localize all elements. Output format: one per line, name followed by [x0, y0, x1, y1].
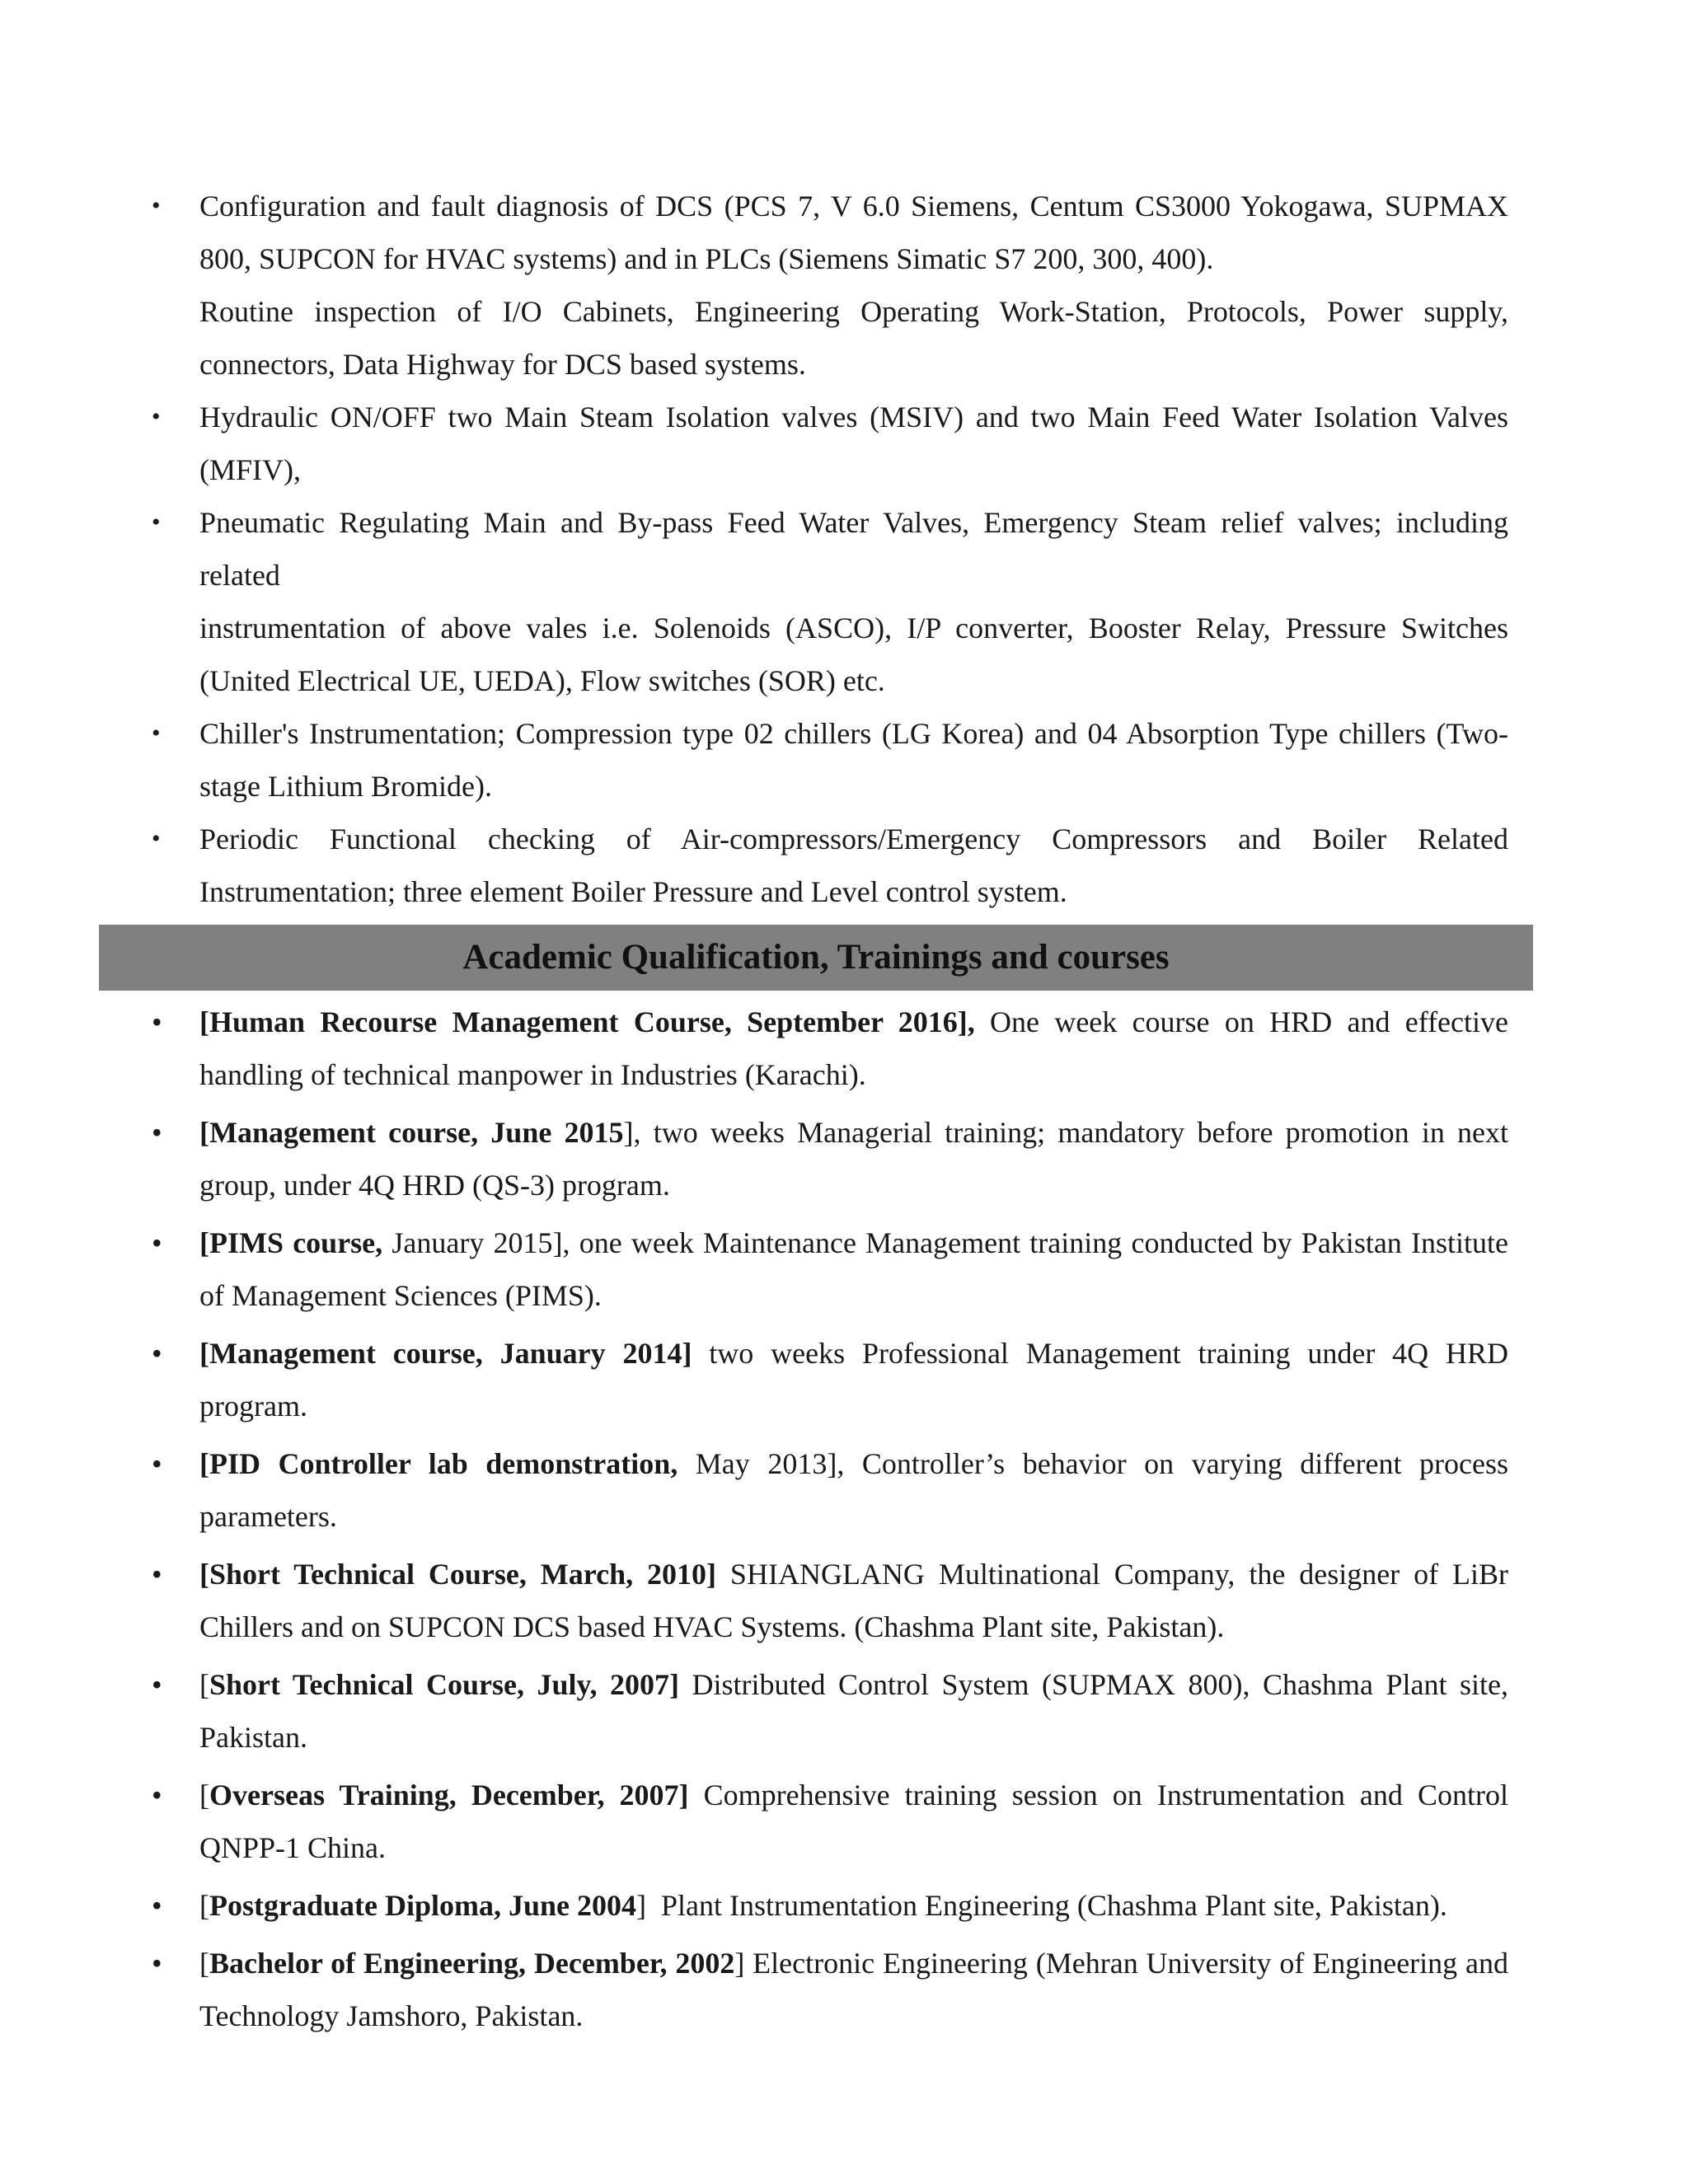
item-description: January 2015], one week Maintenance Management training conducted by Pakistan Institute of Management Sciences (PIMS). — [199, 1226, 1508, 1312]
bullet-icon: • — [152, 1447, 162, 1480]
item-text: Pneumatic Regulating Main and By-pass Feed Water Valves, Emergency Steam relief valves; including related — [199, 506, 1508, 592]
item-title: Bachelor of Engineering, December, 2002 — [209, 1947, 735, 1980]
list-item — [148, 1769, 1508, 1874]
bullet-icon: • — [152, 1558, 162, 1591]
item-text — [199, 996, 1508, 1101]
item-text — [199, 1879, 1508, 1932]
qualifications-list — [148, 996, 1508, 2047]
bullet-icon: • — [152, 403, 161, 430]
bullet-icon: • — [152, 1947, 162, 1980]
item-description: two weeks Professional Management training under 4Q HRD program. — [199, 1337, 1508, 1422]
item-description: ], two weeks Managerial training; mandatory before promotion in next group, under 4Q HRD (QS-3) program. — [199, 1116, 1509, 1202]
item-title: [PID Controller lab demonstration, — [199, 1447, 678, 1480]
list-item — [148, 180, 1508, 391]
list-item — [148, 1937, 1508, 2042]
item-continuation: Routine inspection of I/O Cabinets, Engineering Operating Work-Station, Protocols, Power supply, connectors, Data Highway for DCS based systems. — [199, 295, 1508, 381]
bullet-icon: • — [152, 1005, 162, 1038]
bullet-icon: • — [152, 1668, 162, 1701]
list-item — [148, 1106, 1508, 1212]
list-item — [148, 1216, 1508, 1322]
list-item — [148, 1658, 1508, 1764]
item-text: Periodic Functional checking of Air-compressors/Emergency Compressors and Boiler Related Instrumentation; three element Boiler Pressure and Level control system. — [199, 823, 1508, 908]
item-description: One week course on HRD and effective handling of technical manpower in Industries (Karachi). — [199, 1005, 1508, 1091]
item-description: Distributed Control System (SUPMAX 800), Chashma Plant site, Pakistan. — [199, 1668, 1509, 1754]
section-heading-bar — [99, 925, 1533, 991]
item-text — [199, 1548, 1508, 1653]
item-prefix: [ — [199, 1779, 209, 1811]
item-title: Overseas Training, December, 2007] — [209, 1779, 689, 1811]
bullet-icon: • — [152, 1116, 162, 1149]
bullet-icon: • — [152, 825, 161, 852]
item-title: [PIMS course, — [199, 1226, 383, 1259]
item-text: Hydraulic ON/OFF two Main Steam Isolation valves (MSIV) and two Main Feed Water Isolation Valves (MFIV), — [199, 401, 1508, 486]
list-item — [148, 1548, 1508, 1653]
bullet-icon: • — [152, 1889, 162, 1922]
responsibilities-list — [148, 180, 1508, 918]
bullet-icon: • — [152, 1337, 162, 1370]
item-prefix: [ — [199, 1668, 209, 1701]
bullet-icon: • — [152, 719, 161, 747]
item-title: [Short Technical Course, March, 2010] — [199, 1558, 717, 1591]
item-description: ] Plant Instrumentation Engineering (Chashma Plant site, Pakistan). — [636, 1889, 1447, 1922]
item-prefix: [ — [199, 1947, 209, 1980]
item-description: SHIANGLANG Multinational Company, the designer of LiBr Chillers and on SUPCON DCS based HVAC Systems. (Chashma Plant site, Pakistan). — [199, 1558, 1508, 1643]
bullet-icon: • — [152, 509, 161, 536]
item-text — [199, 1658, 1508, 1764]
list-item — [148, 1327, 1508, 1432]
item-prefix: [ — [199, 1889, 209, 1922]
item-title: Short Technical Course, July, 2007] — [209, 1668, 680, 1701]
item-text — [199, 1327, 1508, 1432]
item-title: [Human Recourse Management Course, September 2016], — [199, 1005, 975, 1038]
bullet-icon: • — [152, 192, 161, 219]
item-description: ] Electronic Engineering (Mehran University of Engineering and Technology Jamshoro, Pakistan. — [199, 1947, 1508, 2032]
item-text — [199, 1437, 1508, 1543]
list-item — [148, 996, 1508, 1101]
item-text — [199, 1769, 1508, 1874]
item-text — [199, 1216, 1508, 1322]
item-title: [Management course, January 2014] — [199, 1337, 692, 1370]
item-title: [Management course, June 2015 — [199, 1116, 624, 1149]
item-text: Chiller's Instrumentation; Compression type 02 chillers (LG Korea) and 04 Absorption Type chillers (Two-stage Lithium Bromide). — [199, 717, 1508, 803]
bullet-icon: • — [152, 1226, 162, 1259]
item-text: Configuration and fault diagnosis of DCS (PCS 7, V 6.0 Siemens, Centum CS3000 Yokogawa, SUPMAX 800, SUPCON for HVAC systems) and in PLCs (Siemens Simatic S7 200, 300, 400). — [199, 190, 1508, 275]
list-item — [148, 1879, 1508, 1932]
list-item — [148, 813, 1508, 918]
list-item — [148, 496, 1508, 707]
list-item — [148, 391, 1508, 496]
item-text — [199, 1106, 1508, 1212]
bullet-icon: • — [152, 1779, 162, 1811]
item-title: Postgraduate Diploma, June 2004 — [209, 1889, 637, 1922]
list-item — [148, 1437, 1508, 1543]
section-heading: Academic Qualification, Trainings and courses — [462, 938, 1170, 977]
item-description: May 2013], Controller’s behavior on varying different process parameters. — [199, 1447, 1509, 1533]
item-continuation: instrumentation of above vales i.e. Solenoids (ASCO), I/P converter, Booster Relay, Pressure Switches (United Electrical UE, UEDA), Flow switches (SOR) etc. — [199, 612, 1508, 697]
list-item — [148, 707, 1508, 813]
item-text — [199, 1937, 1508, 2042]
item-description: Comprehensive training session on Instrumentation and Control QNPP-1 China. — [199, 1779, 1508, 1864]
